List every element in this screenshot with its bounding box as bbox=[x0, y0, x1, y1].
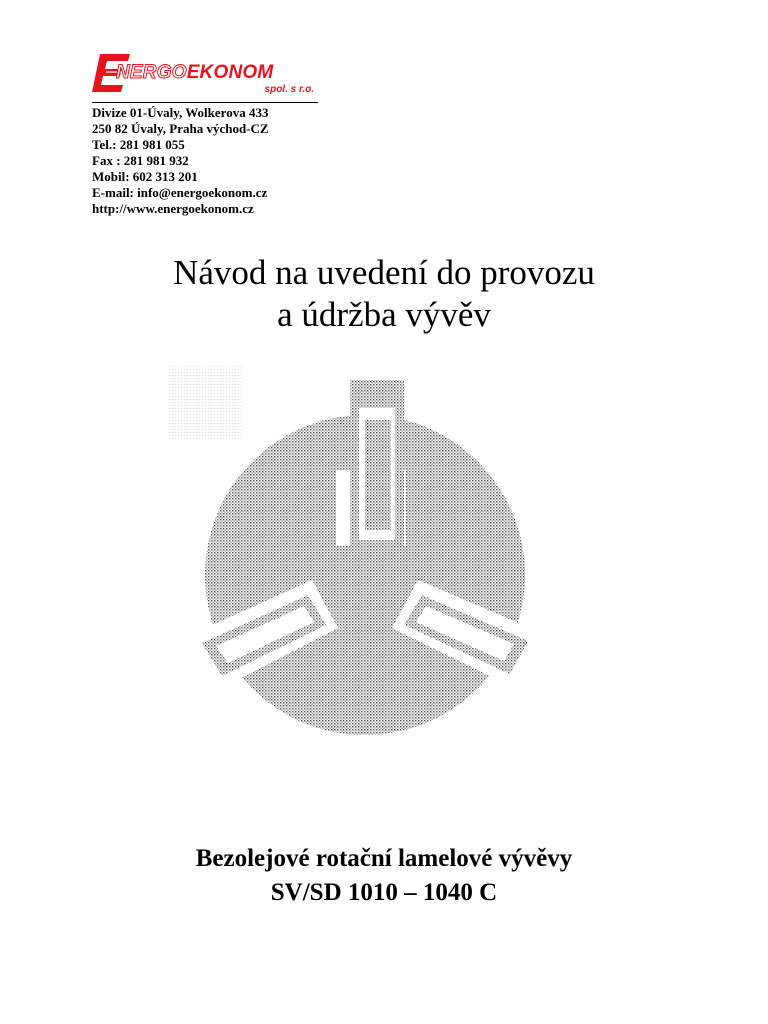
logo-brand-solid: EKONOM bbox=[186, 62, 274, 83]
logo-company-suffix: spol. s r.o. bbox=[264, 84, 314, 95]
document-title-line2: a údržba vývěv bbox=[277, 295, 491, 334]
address-mobile: Mobil: 602 313 201 bbox=[92, 169, 198, 184]
address-city: 250 82 Úvaly, Praha východ-CZ bbox=[92, 121, 269, 136]
product-model: SV/SD 1010 – 1040 C bbox=[270, 879, 498, 906]
top-vane bbox=[350, 380, 404, 550]
address-website: http://www.energoekonom.cz bbox=[92, 201, 254, 216]
address-email: E-mail: info@energoekonom.cz bbox=[92, 185, 268, 200]
document-title-line1: Návod na uvedení do provozu bbox=[173, 253, 595, 292]
contact-address-block bbox=[92, 105, 269, 217]
address-phone: Tel.: 281 981 055 bbox=[92, 137, 185, 152]
document-title bbox=[0, 252, 768, 336]
logo-brand-outline: NERGO bbox=[116, 62, 187, 83]
address-division: Divize 01-Úvaly, Wolkerova 433 bbox=[92, 105, 269, 120]
logo-brand-text bbox=[116, 62, 273, 84]
vacuum-pump-rotor-graphic bbox=[160, 360, 570, 760]
company-logo bbox=[92, 52, 318, 104]
faint-corner-square bbox=[168, 365, 244, 441]
address-fax: Fax : 281 981 932 bbox=[92, 153, 189, 168]
logo-divider bbox=[92, 102, 318, 103]
product-description: Bezolejové rotační lamelové vývěvy bbox=[195, 845, 573, 872]
product-subtitle bbox=[0, 842, 768, 910]
